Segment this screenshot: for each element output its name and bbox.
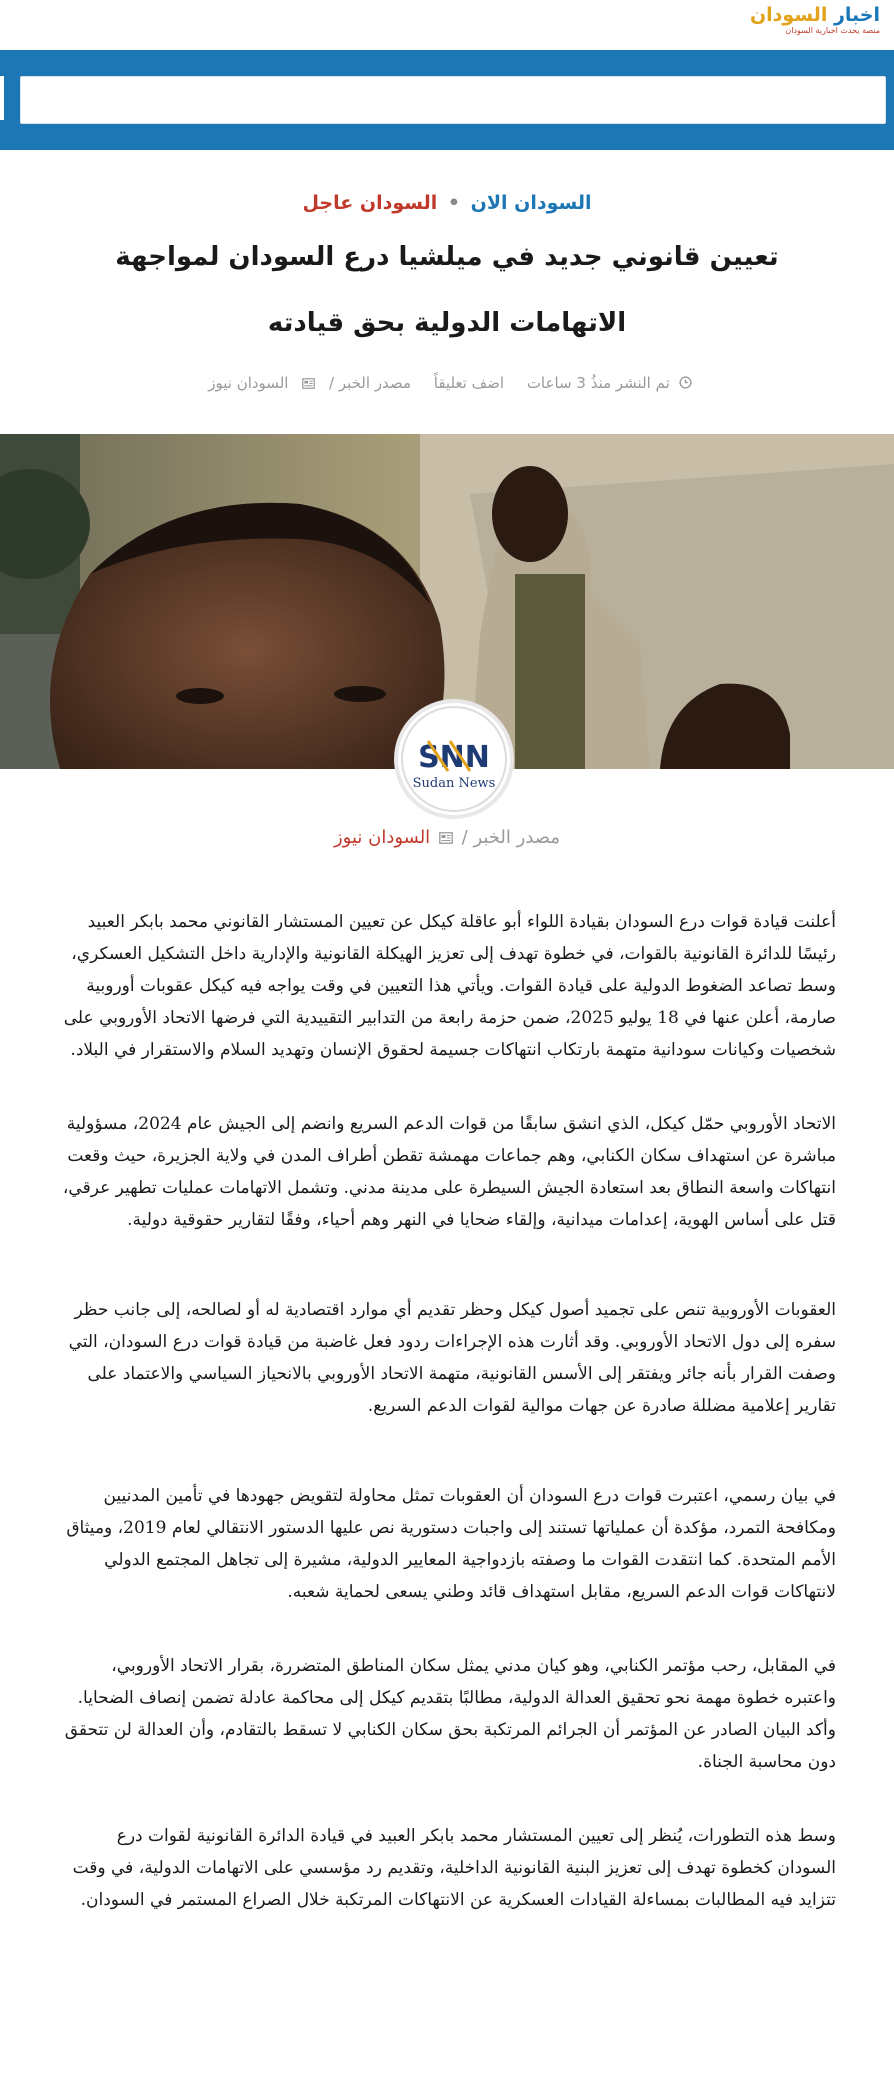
search-input[interactable]	[20, 76, 886, 124]
badge-brand-text: Sudan News	[412, 776, 496, 791]
logo-tagline: منصة يحدث اخبارية السودان	[785, 26, 880, 35]
article-paragraph-4: في بيان رسمي، اعتبرت قوات درع السودان أن العقوبات تمثل محاولة لتقويض جهودها في تأمين المدنيين ومكافحة التمرد، مؤكدة أن عملياتها تستند إلى واجبات دستورية نص عليها الدستور الانتقالي لعام 2019، وميثاق الأمم المتحدة. كما انتقدت القوات ما وصفته بازدواجية المعايير الدولية، مشيرة إلى تجاهل المجتمع الدولي لانتهاكات قوات الدعم السريع، مقابل استهداف قائد وطني يسعى لحماية شعبه.	[66, 1486, 836, 1602]
clock-icon	[679, 376, 692, 389]
byline-source-label: مصدر الخبر /	[461, 827, 561, 848]
article-body	[60, 906, 836, 1916]
sudan-news-logo-icon	[398, 703, 510, 815]
article-title: تعيين قانوني جديد في ميلشيا درع السودان لمواجهة الاتهامات الدولية بحق قيادته	[115, 242, 779, 338]
newspaper-icon	[439, 832, 453, 844]
search-band	[0, 50, 894, 150]
source-label: مصدر الخبر /	[329, 374, 411, 392]
article-meta	[0, 374, 894, 392]
add-comment-link[interactable]: اضف تعليقاً	[433, 374, 505, 392]
category-link-sudan-now[interactable]: السودان الان	[470, 192, 592, 214]
article-paragraph-1: أعلنت قيادة قوات درع السودان بقيادة اللواء أبو عاقلة كيكل عن تعيين المستشار القانوني محمد بابكر العبيد رئيسًا للدائرة القانونية بالقوات، في خطوة تهدف إلى تعزيز الهيكلة القانونية والإدارية داخل التشكيل العسكري، وسط تصاعد الضغوط الدولية على قيادة القوات. ويأتي هذا التعيين في وقت يواجه فيه كيكل عقوبات أوروبية صارمة، أعلن عنها في 18 يوليو 2025، ضمن حزمة رابعة من التدابير التقييدية التي فرضها الاتحاد الأوروبي على شخصيات وكيانات سودانية متهمة بارتكاب انتهاكات جسيمة لحقوق الإنسان وتهديد السلام والاستقرار في البلاد.	[63, 912, 836, 1060]
logo-text-accent: السودان	[749, 4, 828, 26]
breadcrumb	[0, 190, 894, 216]
category-link-sudan-urgent[interactable]: السودان عاجل	[302, 192, 438, 214]
byline-source-name[interactable]: السودان نيوز	[333, 827, 431, 848]
newspaper-icon	[302, 378, 315, 389]
svg-text:SNN: SNN	[418, 740, 490, 775]
article-paragraph-3: العقوبات الأوروبية تنص على تجميد أصول كيكل وحظر تقديم أي موارد اقتصادية له أو لصالحه، إلى جانب حظر سفره إلى دول الاتحاد الأوروبي. وقد أثارت هذه الإجراءات ردود فعل غاضبة من قيادة قوات درع السودان، التي وصفت القرار بأنه جائر ويفتقر إلى الأسس القانونية، متهمة الاتحاد الأوروبي بالانحياز السياسي والاعتماد على تقارير إعلامية مضللة صادرة عن جهات موالية لقوات الدعم السريع.	[68, 1300, 836, 1416]
article-paragraph-2: الاتحاد الأوروبي حمّل كيكل، الذي انشق سابقًا من قوات الدعم السريع وانضم إلى الجيش عام 2024، مسؤولية مباشرة عن استهداف سكان الكنابي، وهم جماعات مهمشة تقطن أطراف المدن في ولاية الجزيرة، حيث وقعت انتهاكات واسعة النطاق بعد استعادة الجيش السيطرة على مدينة مدني. وتشمل الاتهامات عمليات تطهير عرقي، قتل على أساس الهوية، إعدامات ميدانية، وإلقاء ضحايا في النهر وهم أحياء، وفقًا لتقارير حقوقية دولية.	[62, 1114, 836, 1230]
article-byline	[0, 827, 894, 848]
source-name[interactable]: السودان نيوز	[208, 374, 289, 392]
meta-source	[202, 374, 417, 392]
breadcrumb-separator: •	[447, 192, 461, 214]
sudan-news-badge	[398, 703, 510, 815]
published-label: تم النشر منذُ 3 ساعات	[526, 374, 670, 392]
site-logo[interactable]	[750, 4, 880, 36]
article-paragraph-5: في المقابل، رحب مؤتمر الكنابي، وهو كيان مدني يمثل سكان المناطق المتضررة، بقرار الاتحاد الأوروبي، واعتبره خطوة مهمة نحو تحقيق العدالة الدولية، مطالبًا بتقديم كيكل إلى محاكمة عادلة تضمن إنصاف الضحايا. وأكد البيان الصادر عن المؤتمر أن الجرائم المرتكبة بحق سكان الكنابي لا تسقط بالتقادم، وأن العدالة لن تتحقق دون محاسبة الجناة.	[64, 1656, 836, 1772]
published-time	[516, 374, 692, 392]
search-edge	[0, 76, 4, 120]
top-header	[0, 0, 894, 50]
article-paragraph-6: وسط هذه التطورات، يُنظر إلى تعيين المستشار محمد بابكر العبيد في قيادة الدائرة القانونية لقوات درع السودان كخطوة تهدف إلى تعزيز البنية القانونية الداخلية، وتقديم رد مؤسسي على الاتهامات الدولية، في وقت تتزايد فيه المطالبات بمساءلة القيادات العسكرية عن الانتهاكات المرتكبة خلال الصراع المستمر في السودان.	[72, 1826, 836, 1910]
logo-text-main: اخبار	[833, 4, 880, 26]
